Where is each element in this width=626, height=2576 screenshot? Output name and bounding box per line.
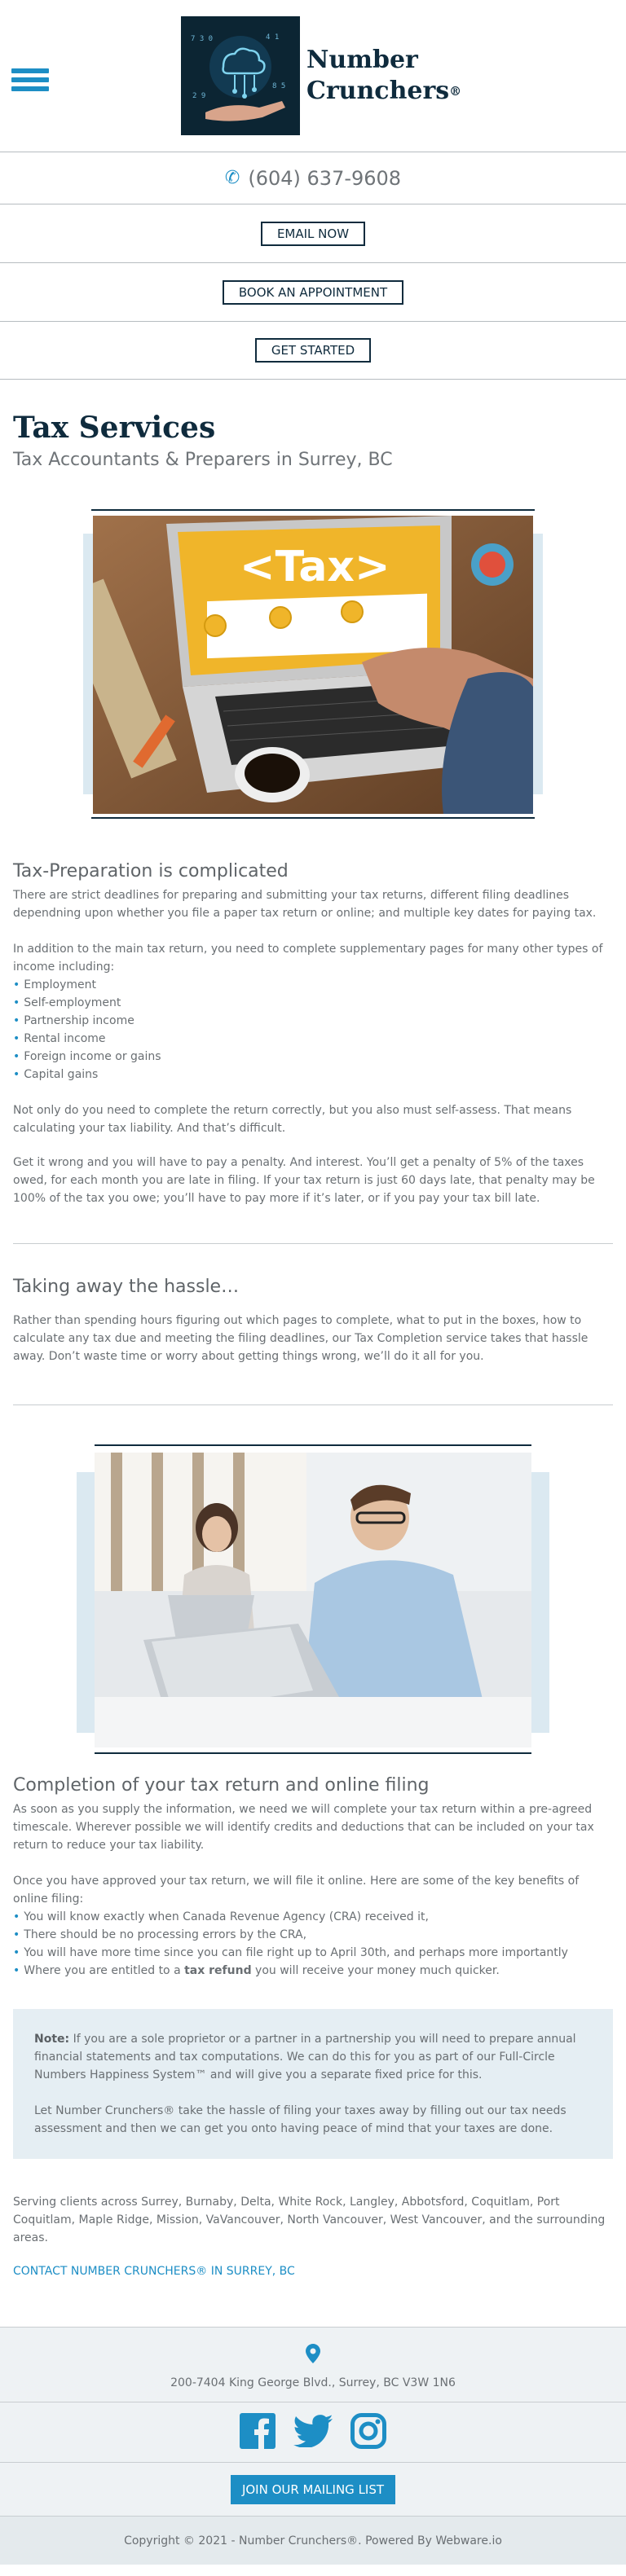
benefits-list: [13, 1908, 613, 1980]
footer-address: [0, 2327, 626, 2402]
social-links: [0, 2402, 626, 2462]
divider: [13, 1243, 613, 1244]
logo-image: [181, 16, 300, 135]
join-mailing-list-button[interactable]: JOIN OUR MAILING LIST: [231, 2475, 395, 2504]
page-title: Tax Services: [13, 411, 216, 445]
hamburger-icon[interactable]: [11, 68, 49, 96]
section-heading-hassle: Taking away the hassle…: [13, 1277, 240, 1297]
divider: [13, 1404, 613, 1405]
twitter-icon[interactable]: [293, 2415, 333, 2451]
page-subtitle: Tax Accountants & Preparers in Surrey, BC: [13, 450, 393, 470]
paragraph-hassle: Rather than spending hours figuring out which pages to complete, what to put in the boxes, how to calculate any tax due and meeting the filing deadlines, our Tax Completion service takes that hassle away. Don’t waste time or worry about getting things wrong, we’ll do it all for you.: [13, 1314, 589, 1363]
start-bar: [0, 321, 626, 380]
address-text[interactable]: 200-7404 King George Blvd., Surrey, BC V3W 1N6: [170, 2376, 456, 2389]
paragraph-completion: As soon as you supply the information, we need we will complete your tax return within a pre-agreed timescale. Wherever possible we will identify credits and deductions that can be included on your tax return to reduce your tax liability.: [13, 1803, 594, 1852]
paragraph-self-assess: Not only do you need to complete the return correctly, but you also must self-assess. That means calculating your tax liability. And that’s difficult.: [13, 1104, 572, 1135]
svg-text:4 1: 4 1: [266, 33, 280, 42]
main-content: [0, 411, 626, 2278]
email-now-button[interactable]: EMAIL NOW: [261, 222, 365, 246]
note-paragraph: Note: If you are a sole proprietor or a partner in a partnership you will need to prepare annual financial statements and tax computations. We can do this for you as part of our Full-Circle Numbers Happiness System™ and will give you a separate fixed price for this.: [34, 2033, 576, 2081]
list-item: • Foreign income or gains: [13, 1048, 613, 1066]
map-pin-icon: [0, 2344, 626, 2368]
site-footer: [0, 2327, 626, 2565]
paragraph-deadlines: There are strict deadlines for preparing and submitting your tax returns, different filing deadlines dependning upon whether you file a paper tax return or online; and multiple key dates for paying tax.: [13, 889, 597, 920]
tax-screen-label: <Tax>: [240, 543, 390, 591]
section-heading-completion: Completion of your tax return and online filing: [13, 1775, 430, 1796]
paragraph-supplementary: In addition to the main tax return, you need to complete supplementary pages for many other types of income including:: [13, 943, 603, 974]
get-started-button[interactable]: GET STARTED: [255, 338, 371, 363]
tax-laptop-image: [77, 509, 549, 827]
list-item: • Self-employment: [13, 994, 613, 1012]
logo[interactable]: [181, 16, 461, 135]
book-bar: [0, 262, 626, 321]
svg-text:7 3 0: 7 3 0: [191, 35, 214, 43]
income-types-list: [13, 976, 613, 1084]
facebook-icon[interactable]: [240, 2413, 276, 2452]
brand-name: Number Crunchers®: [306, 46, 462, 105]
list-item: • Partnership income: [13, 1012, 613, 1030]
note-box: [13, 2009, 613, 2159]
paragraph-penalty: Get it wrong and you will have to pay a penalty. And interest. You’ll get a penalty of 5% of the taxes owed, for each month you are late in filing. If your tax return is just 60 days late, that penalty may be 100% of the tax you owe; you’ll have to pay more if it’s later, or if you pay your tax bill late.: [13, 1156, 595, 1205]
email-bar: [0, 204, 626, 262]
list-item: • There should be no processing errors by the CRA,: [13, 1926, 613, 1944]
svg-text:8 5: 8 5: [272, 82, 286, 90]
list-item: • Where you are entitled to a tax refund you will receive your money much quicker.: [13, 1962, 613, 1980]
instagram-icon[interactable]: [350, 2413, 386, 2452]
phone-bar: [0, 152, 626, 204]
book-appointment-button[interactable]: BOOK AN APPOINTMENT: [223, 280, 403, 305]
list-item: • Rental income: [13, 1030, 613, 1048]
phone-number-link[interactable]: (604) 637-9608: [248, 166, 402, 190]
paragraph-online-filing: Once you have approved your tax return, we will file it online. Here are some of the key benefits of online filing:: [13, 1875, 580, 1906]
copyright: Copyright © 2021 - Number Crunchers®. Powered By Webware.io: [0, 2516, 626, 2565]
contact-link[interactable]: CONTACT NUMBER CRUNCHERS® IN SURREY, BC: [13, 2265, 295, 2278]
site-header: [0, 0, 626, 152]
list-item: • You will have more time since you can file right up to April 30th, and perhaps more importantly: [13, 1944, 613, 1962]
list-item: • Capital gains: [13, 1066, 613, 1084]
svg-text:2 9: 2 9: [192, 92, 206, 100]
list-item: • Employment: [13, 976, 613, 994]
note-paragraph-cta: Let Number Crunchers® take the hassle of filing your taxes away by filling out our tax needs assessment and then we can get you onto having peace of mind that your taxes are done.: [34, 2104, 566, 2135]
service-area-text: Serving clients across Surrey, Burnaby, Delta, White Rock, Langley, Abbotsford, Coquitlam, Port Coquitlam, Maple Ridge, Mission, VaVancouver, North Vancouver, West Vancouver, and the surrounding areas.: [13, 2196, 606, 2244]
phone-icon: ✆: [224, 168, 240, 188]
mailing-list-bar: [0, 2462, 626, 2516]
section-heading-complicated: Tax-Preparation is complicated: [13, 861, 289, 881]
office-workers-image: [77, 1444, 549, 1759]
list-item: • You will know exactly when Canada Revenue Agency (CRA) received it,: [13, 1908, 613, 1926]
